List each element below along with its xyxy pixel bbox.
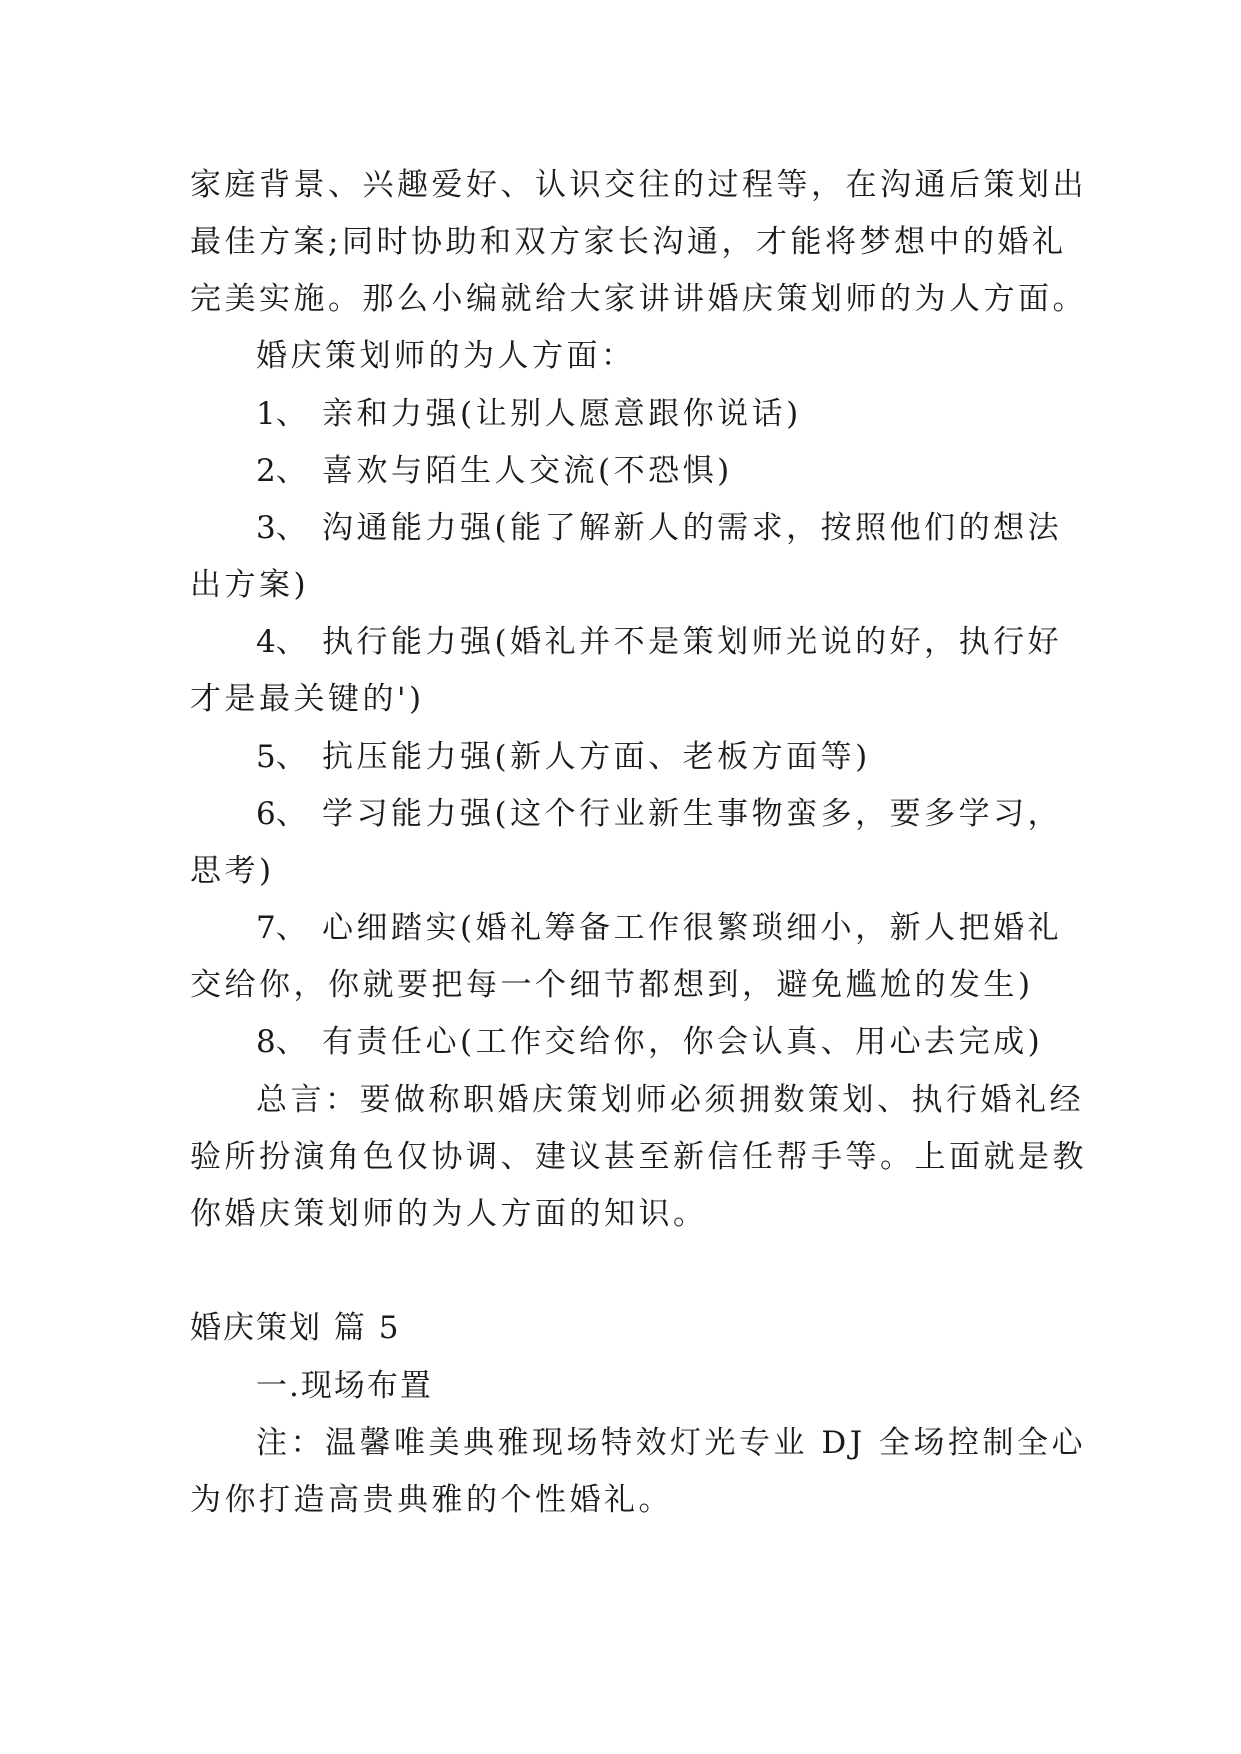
trait-number: 7、 xyxy=(256,910,307,946)
paragraph-line: 家庭背景、兴趣爱好、认识交往的过程等，在沟通后策划出 xyxy=(190,167,1087,203)
trait-number: 2、 xyxy=(256,453,307,489)
trait-text: 心细踏实(婚礼筹备工作很繁琐细小，新人把婚礼 xyxy=(322,910,1063,946)
trait-item xyxy=(256,451,733,491)
subheading: 一.现场布置 xyxy=(256,1368,433,1404)
paragraph-line: 最佳方案;同时协助和双方家长沟通，才能将梦想中的婚礼 xyxy=(190,224,1067,260)
trait-number: 4、 xyxy=(256,624,307,660)
trait-text: 有责任心(工作交给你，你会认真、用心去完成) xyxy=(322,1024,1044,1060)
trait-continuation: 才是最关键的') xyxy=(190,681,425,717)
trait-text: 学习能力强(这个行业新生事物蛮多，要多学习， xyxy=(322,796,1063,832)
paragraph-line: 完美实施。那么小编就给大家讲讲婚庆策划师的为人方面。 xyxy=(190,281,1087,317)
trait-number: 5、 xyxy=(256,739,307,775)
trait-item xyxy=(256,394,802,434)
trait-number: 8、 xyxy=(256,1024,307,1060)
summary-line: 验所扮演角色仅协调、建议甚至新信任帮手等。上面就是教 xyxy=(190,1139,1087,1175)
trait-item xyxy=(256,1022,1043,1062)
traits-heading: 婚庆策划师的为人方面： xyxy=(256,338,636,374)
trait-text: 执行能力强(婚礼并不是策划师光说的好，执行好 xyxy=(322,624,1063,660)
trait-number: 6、 xyxy=(256,796,307,832)
trait-continuation: 思考) xyxy=(190,853,275,889)
summary-line: 总言：要做称职婚庆策划师必须拥数策划、执行婚礼经 xyxy=(256,1082,1084,1118)
note-line: 为你打造高贵典雅的个性婚礼。 xyxy=(190,1482,673,1518)
note-line: 注：温馨唯美典雅现场特效灯光专业 DJ 全场控制全心 xyxy=(256,1425,1086,1461)
trait-continuation: 交给你，你就要把每一个细节都想到，避免尴尬的发生) xyxy=(190,967,1034,1003)
trait-text: 亲和力强(让别人愿意跟你说话) xyxy=(322,396,802,432)
trait-item xyxy=(256,794,1062,834)
trait-item xyxy=(256,622,1062,662)
trait-number: 1、 xyxy=(256,396,307,432)
section-title: 婚庆策划 篇 5 xyxy=(190,1310,401,1346)
trait-text: 沟通能力强(能了解新人的需求，按照他们的想法 xyxy=(322,510,1063,546)
trait-text: 喜欢与陌生人交流(不恐惧) xyxy=(322,453,733,489)
trait-number: 3、 xyxy=(256,510,307,546)
summary-line: 你婚庆策划师的为人方面的知识。 xyxy=(190,1196,708,1232)
trait-item xyxy=(256,908,1062,948)
trait-continuation: 出方案) xyxy=(190,567,310,603)
trait-item xyxy=(256,737,871,777)
trait-item xyxy=(256,508,1062,548)
trait-text: 抗压能力强(新人方面、老板方面等) xyxy=(322,739,871,775)
